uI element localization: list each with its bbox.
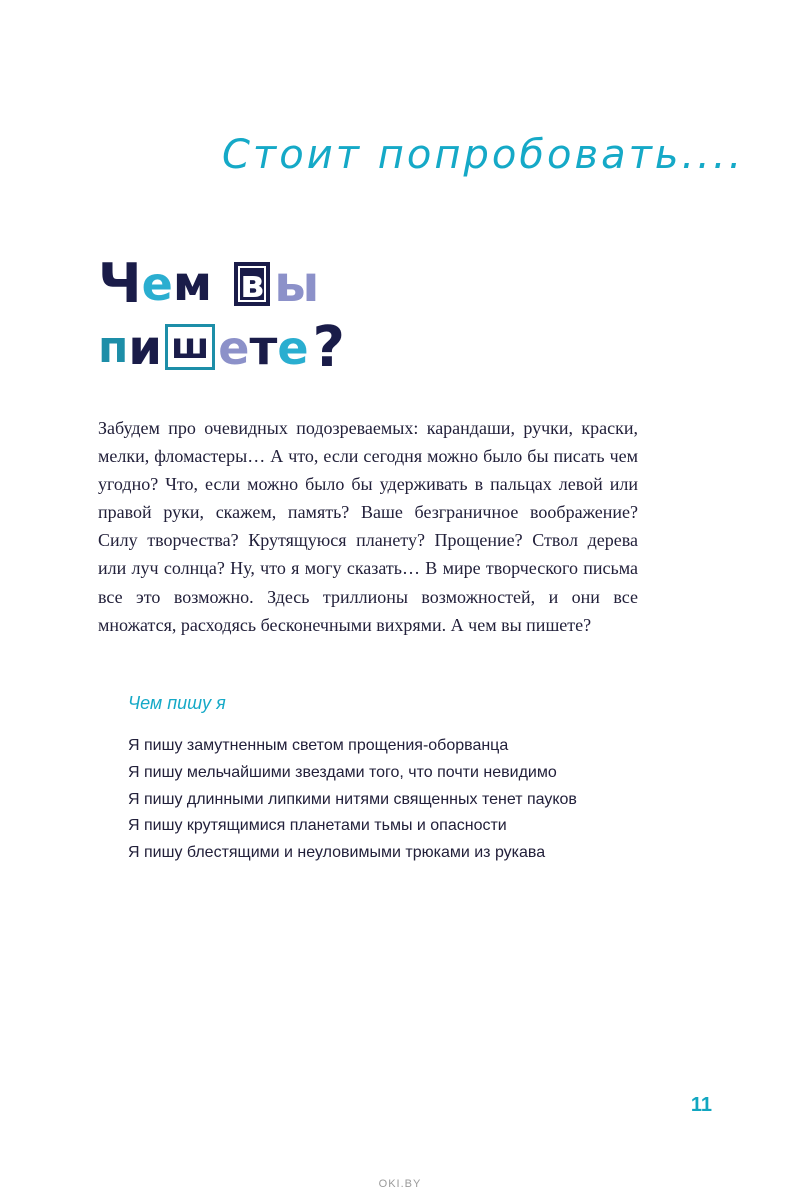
title-letter: е	[141, 257, 173, 311]
title-letter: Ч	[98, 252, 142, 315]
section-kicker: Стоит попробовать....	[222, 132, 745, 178]
poem-line: Я пишу длинными липкими нитями священных тенет пауков	[128, 790, 577, 808]
title-letter: е	[277, 321, 309, 375]
title-letter: в	[234, 262, 270, 306]
page-number: 11	[690, 1094, 712, 1116]
poem-title: Чем пишу я	[128, 693, 226, 713]
title-letter: т	[249, 320, 278, 376]
poem-lines	[128, 733, 648, 867]
title-line-1	[98, 254, 319, 314]
poem-line: Я пишу замутненным светом прощения-оборванца	[128, 737, 509, 754]
poem-line: Я пишу мельчайшими звездами того, что почти невидимо	[128, 763, 557, 781]
site-watermark: OKI.BY	[378, 1178, 422, 1190]
title-letter: ?	[312, 315, 345, 380]
title-letter: п	[98, 322, 129, 373]
poem-line: Я пишу блестящими и неуловимыми трюками из рукава	[128, 844, 546, 862]
title-letter: ш	[165, 324, 215, 370]
body-paragraph: Забудем про очевидных подозреваемых: карандаши, ручки, краски, мелки, фломастеры… А что, если сегодня можно было бы писать чем угодно? Что, если можно было бы удерживать в пальцах левой или правой руки, скажем, память? Ваше безграничное воображение? Силу творчества? Крутящуюся планету? Прощение? Ствол дерева или луч солнца? Ну, что я могу сказать… В мире творческого письма все это возможно. Здесь триллионы возможностей, и они все множатся, расходясь бесконечными вихрями. А чем вы пишете?	[98, 418, 638, 635]
title-letter: ы	[274, 255, 320, 313]
title-letter: е	[218, 321, 250, 375]
title-letter: и	[128, 320, 163, 376]
title-letter: м	[172, 256, 213, 312]
poem-line: Я пишу крутящимися планетами тьмы и опасности	[128, 817, 507, 835]
title-line-2	[98, 315, 345, 380]
